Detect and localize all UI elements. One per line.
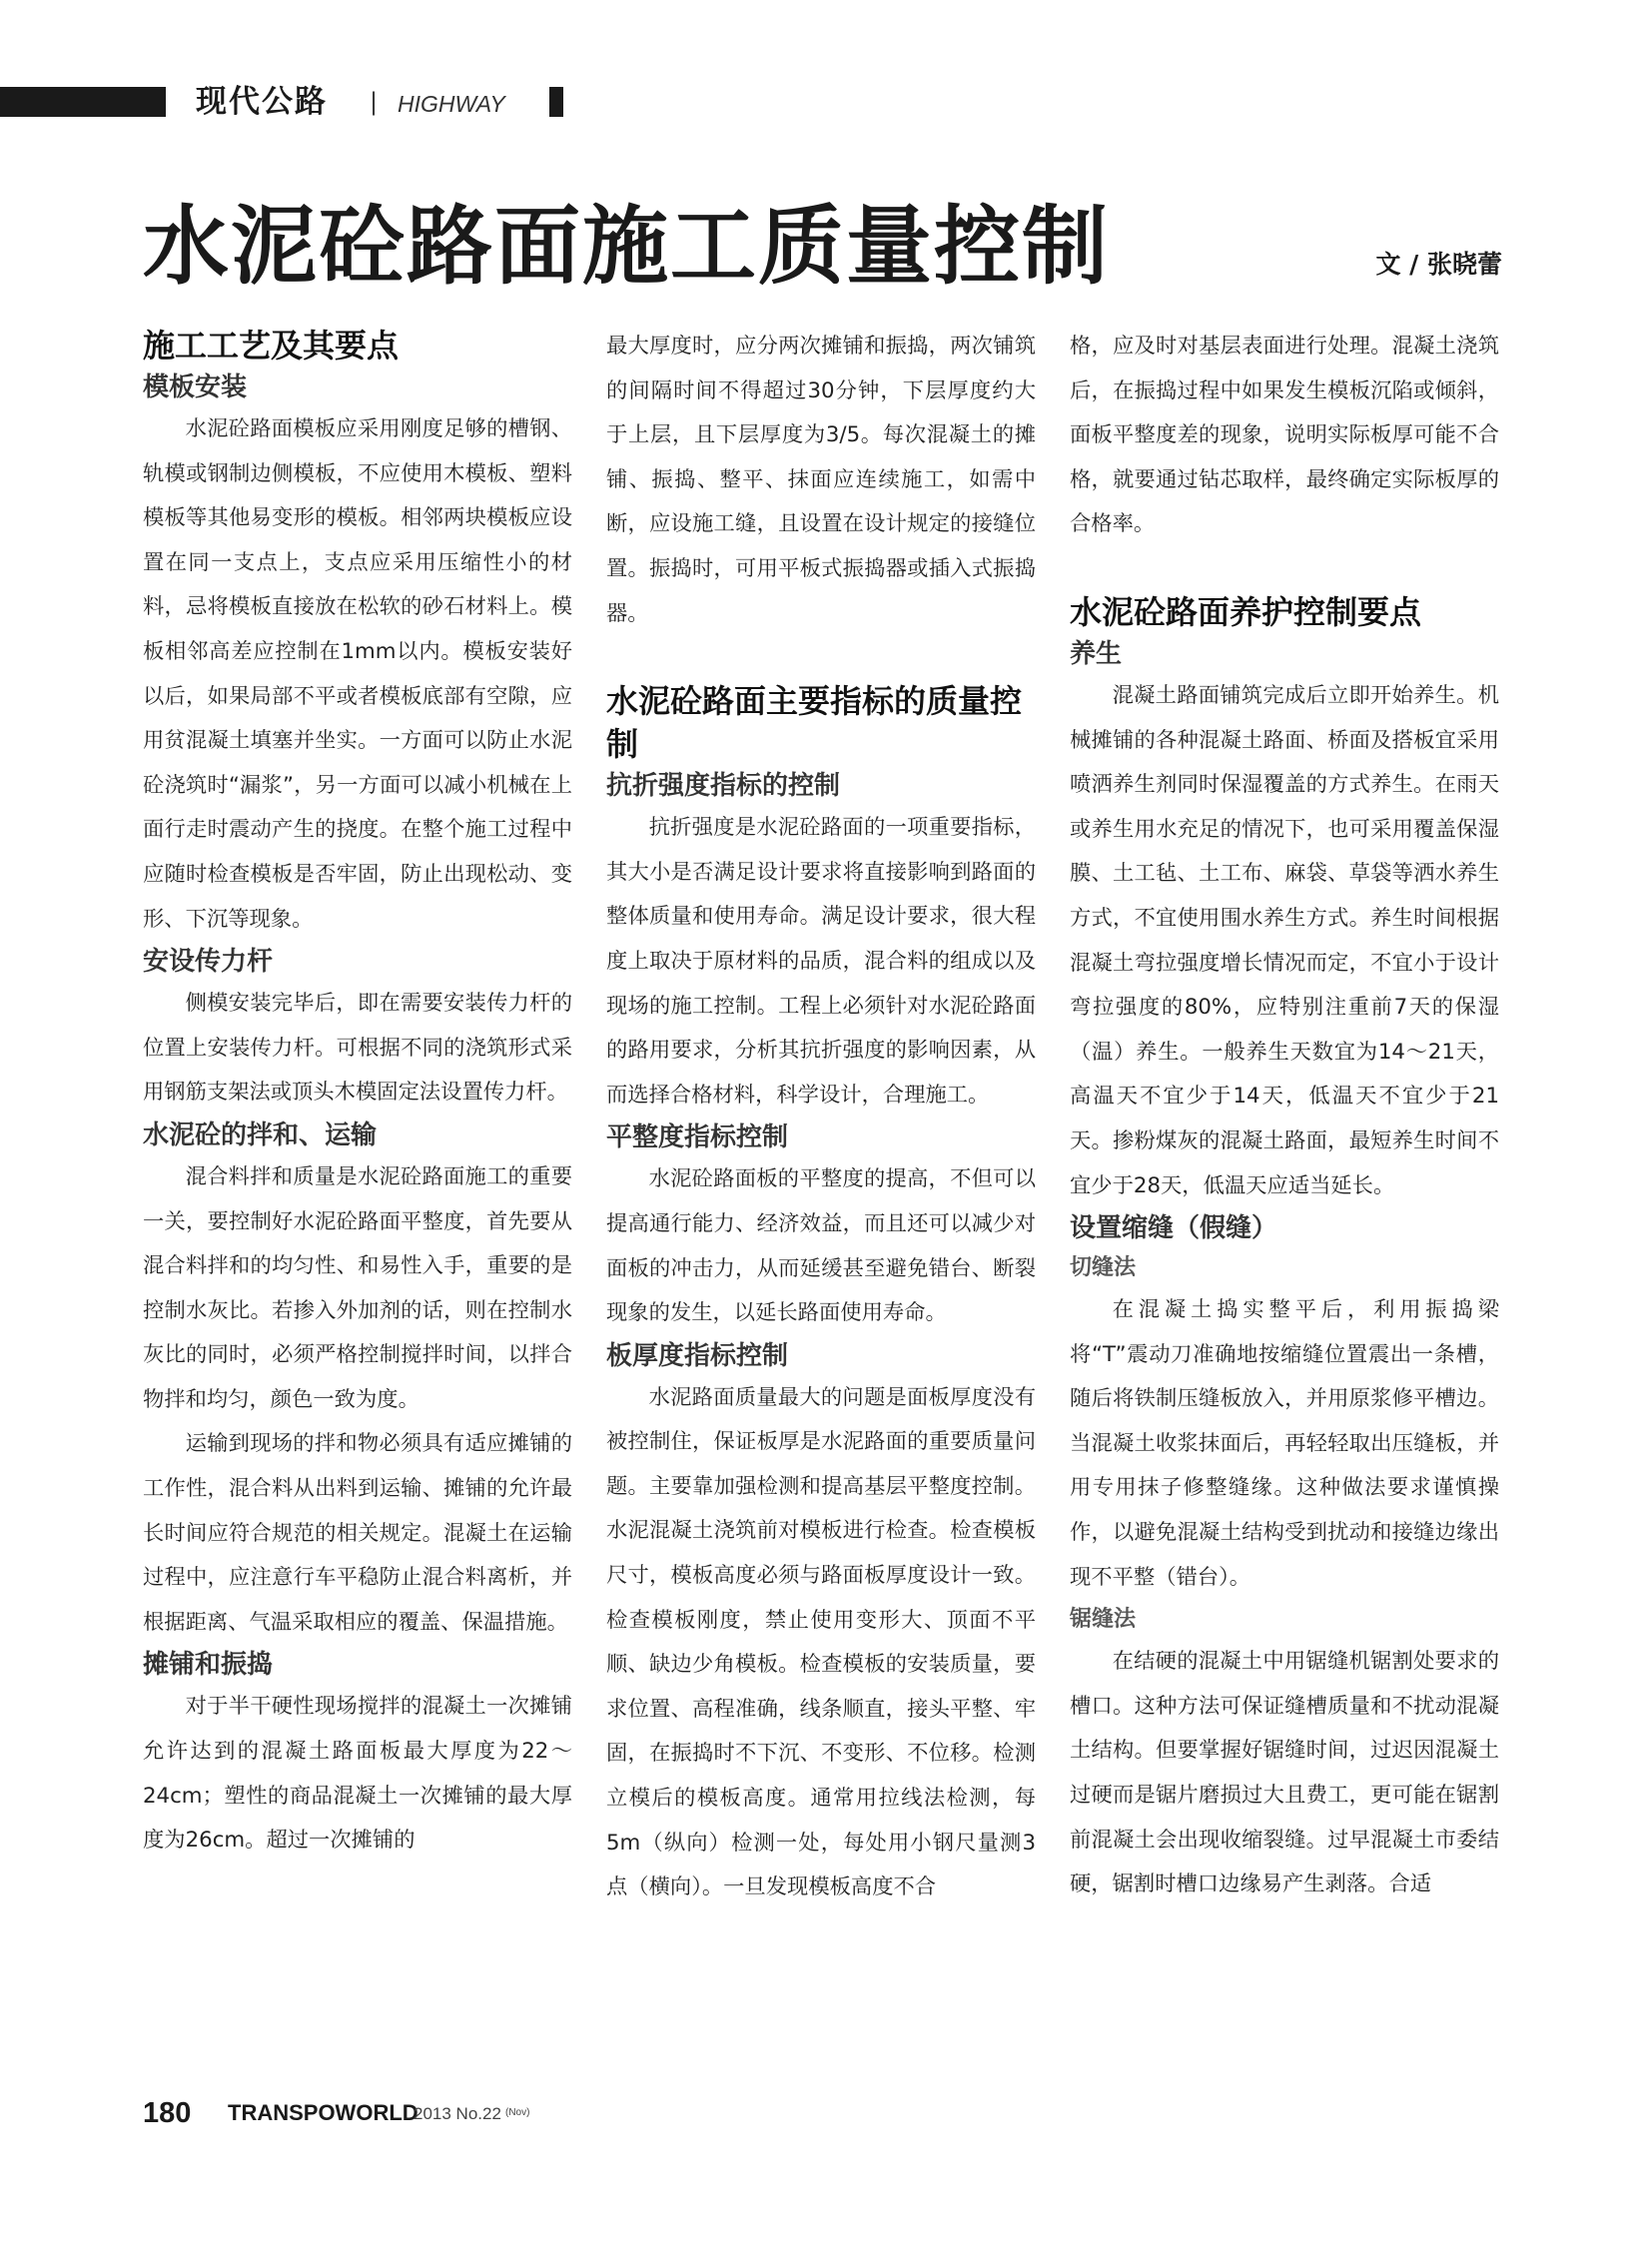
subheading-dowel: 安设传力杆 bbox=[143, 947, 274, 978]
section-heading-curing: 水泥砼路面养护控制要点 bbox=[1070, 592, 1422, 631]
section-name: 现代公路 bbox=[196, 84, 328, 120]
subheading-curing: 养生 bbox=[1070, 638, 1123, 669]
paragraph-thickness: 水泥路面质量最大的问题是面板厚度没有被控制住，保证板厚是水泥路面的重要质量问题。主要靠加强检测和提高基层平整度控制。水泥混凝土浇筑前对模板进行检查。检查模板尺寸，模板高度必须与路面板厚度设计一致。检查模板刚度，禁止使用变形大、顶面不平顺、缺边少角模板。检查模板的安装质量，要求位置、高程准确，线条顺直，接头平整、牢固，在振捣时不下沉、不变形、不位移。检测立模后的模板高度。通常用拉线法检测，每5m（纵向）检测一处，每处用小钢尺量测3点（横向）。一旦发现模板高度不合 bbox=[606, 1384, 1036, 1900]
section-heading-indicators: 水泥砼路面主要指标的质量控制 bbox=[606, 682, 1023, 764]
paragraph-flexural: 抗折强度是水泥砼路面的一项重要指标，其大小是否满足设计要求将直接影响到路面的整体质量和使用寿命。满足设计要求，很大程度上取决于原材料的品质，混合料的组成以及现场的施工控制。工程上必须针对水泥砼路面的路用要求，分析其抗折强度的影响因素，从而选择合格材料，科学设计，合理施工。 bbox=[606, 815, 1036, 1108]
header-separator: | bbox=[370, 88, 379, 116]
subheading-flatness: 平整度指标控制 bbox=[606, 1122, 789, 1153]
issue-number: 2013 No.22 bbox=[413, 2104, 501, 2123]
paragraph-curing: 混凝土路面铺筑完成后立即开始养生。机械摊铺的各种混凝土路面、桥面及搭板宜采用喷洒养生剂同时保湿覆盖的方式养生。在雨天或养生用水充足的情况下，也可采用覆盖保湿膜、土工毡、土工布、麻袋、草袋等洒水养生方式，不宜使用围水养生方式。养生时间根据混凝土弯拉强度增长情况而定，不宜小于设计弯拉强度的80%，应特别注重前7天的保湿（温）养生。一般养生天数宜为14～21天，高温天不宜少于14天，低温天不宜少于21天。掺粉煤灰的混凝土路面，最短养生时间不宜少于28天，低温天应适当延长。 bbox=[1070, 682, 1499, 1198]
subheading-cut-method: 切缝法 bbox=[1070, 1255, 1137, 1281]
paragraph-dowel: 侧模安装完毕后，即在需要安装传力杆的位置上安装传力杆。可根据不同的浇筑形式采用钢筋支架法或顶头木模固定法设置传力杆。 bbox=[143, 991, 572, 1106]
subheading-mixing: 水泥砼的拌和、运输 bbox=[143, 1120, 378, 1150]
paragraph-cut-method: 在混凝土捣实整平后，利用振捣梁将“T”震动刀准确地按缩缝位置震出一条槽，随后将铁制压缝板放入，并用原浆修平槽边。当混凝土收浆抹面后，再轻轻取出压缝板，并用专用抹子修整缝缘。这种做法要求谨慎操作，以避免混凝土结构受到扰动和接缝边缘出现不平整（错台）。 bbox=[1070, 1297, 1499, 1590]
page-number: 180 bbox=[143, 2097, 192, 2129]
subheading-paving: 摊铺和振捣 bbox=[143, 1650, 274, 1681]
paragraph-mixing-2: 运输到现场的拌和物必须具有适应摊铺的工作性，混合料从出料到运输、摊铺的允许最长时间应符合规范的相关规定。混凝土在运输过程中，应注意行车平稳防止混合料离析，并根据距离、气温采取相应的覆盖、保温措施。 bbox=[143, 1431, 572, 1635]
paragraph-flatness: 水泥砼路面板的平整度的提高，不但可以提高通行能力、经济效益，而且还可以减少对面板的冲击力，从而延缓甚至避免错台、断裂现象的发生，以延长路面使用寿命。 bbox=[606, 1166, 1036, 1326]
article-title: 水泥砼路面施工质量控制 bbox=[143, 197, 1110, 297]
column-3 bbox=[1070, 325, 1499, 1907]
column-2 bbox=[606, 325, 1036, 1910]
subheading-formwork: 模板安装 bbox=[143, 373, 248, 402]
section-name-en: HIGHWAY bbox=[398, 91, 505, 117]
column-1 bbox=[143, 325, 572, 1864]
paragraph-paving: 对于半干硬性现场搅拌的混凝土一次摊铺允许达到的混凝土路面板最大厚度为22～24cm；塑性的商品混凝土一次摊铺的最大厚度为26cm。超过一次摊铺的 bbox=[143, 1694, 572, 1854]
paragraph-thickness-continued: 格，应及时对基层表面进行处理。混凝土浇筑后，在振捣过程中如果发生模板沉陷或倾斜，面板平整度差的现象，说明实际板厚可能不合格，就要通过钻芯取样，最终确定实际板厚的合格率。 bbox=[1070, 334, 1499, 537]
header-end-marker bbox=[549, 87, 563, 117]
subheading-saw-method: 锯缝法 bbox=[1070, 1607, 1137, 1633]
subheading-flexural: 抗折强度指标的控制 bbox=[606, 771, 841, 802]
paragraph-mixing-1: 混合料拌和质量是水泥砼路面施工的重要一关，要控制好水泥砼路面平整度，首先要从混合料拌和的均匀性、和易性入手，重要的是控制水灰比。若掺入外加剂的话，则在控制水灰比的同时，必须严格控制搅拌时间，以拌合物拌和均匀，颜色一致为度。 bbox=[143, 1163, 572, 1412]
subheading-thickness: 板厚度指标控制 bbox=[606, 1340, 789, 1371]
paragraph-paving-continued: 最大厚度时，应分两次摊铺和振捣，两次铺筑的间隔时间不得超过30分钟，下层厚度约大于上层，且下层厚度为3/5。每次混凝土的摊铺、振捣、整平、抹面应连续施工，如需中断，应设施工缝，且设置在设计规定的接缝位置。振捣时，可用平板式振捣器或插入式振捣器。 bbox=[606, 334, 1036, 626]
paragraph-saw-method: 在结硬的混凝土中用锯缝机锯割处要求的槽口。这种方法可保证缝槽质量和不扰动混凝土结构。但要掌握好锯缝时间，过迟因混凝土过硬而是锯片磨损过大且费工，更可能在锯割前混凝土会出现收缩裂缝。过早混凝土市委结硬，锯割时槽口边缘易产生剥落。合适 bbox=[1070, 1649, 1499, 1897]
paragraph-formwork: 水泥砼路面模板应采用刚度足够的槽钢、轨模或钢制边侧模板，不应使用木模板、塑料模板等其他易变形的模板。相邻两块模板应设置在同一支点上，支点应采用压缩性小的材料，忌将模板直接放在松软的砂石材料上。模板相邻高差应控制在1mm以内。模板安装好以后，如果局部不平或者模板底部有空隙，应用贫混凝土填塞并坐实。一方面可以防止水泥砼浇筑时“漏浆”，另一方面可以减小机械在上面行走时震动产生的挠度。在整个施工过程中应随时检查模板是否牢固，防止出现松动、变形、下沉等现象。 bbox=[143, 416, 572, 932]
subheading-joints: 设置缩缝（假缝） bbox=[1070, 1213, 1278, 1244]
article-author: 文 / 张晓蕾 bbox=[1375, 250, 1502, 279]
header-bar-decoration bbox=[0, 87, 166, 117]
magazine-name: TRANSPOWORLD bbox=[228, 2100, 418, 2125]
issue-month: (Nov) bbox=[505, 2107, 530, 2118]
section-heading-process: 施工工艺及其要点 bbox=[143, 327, 400, 365]
